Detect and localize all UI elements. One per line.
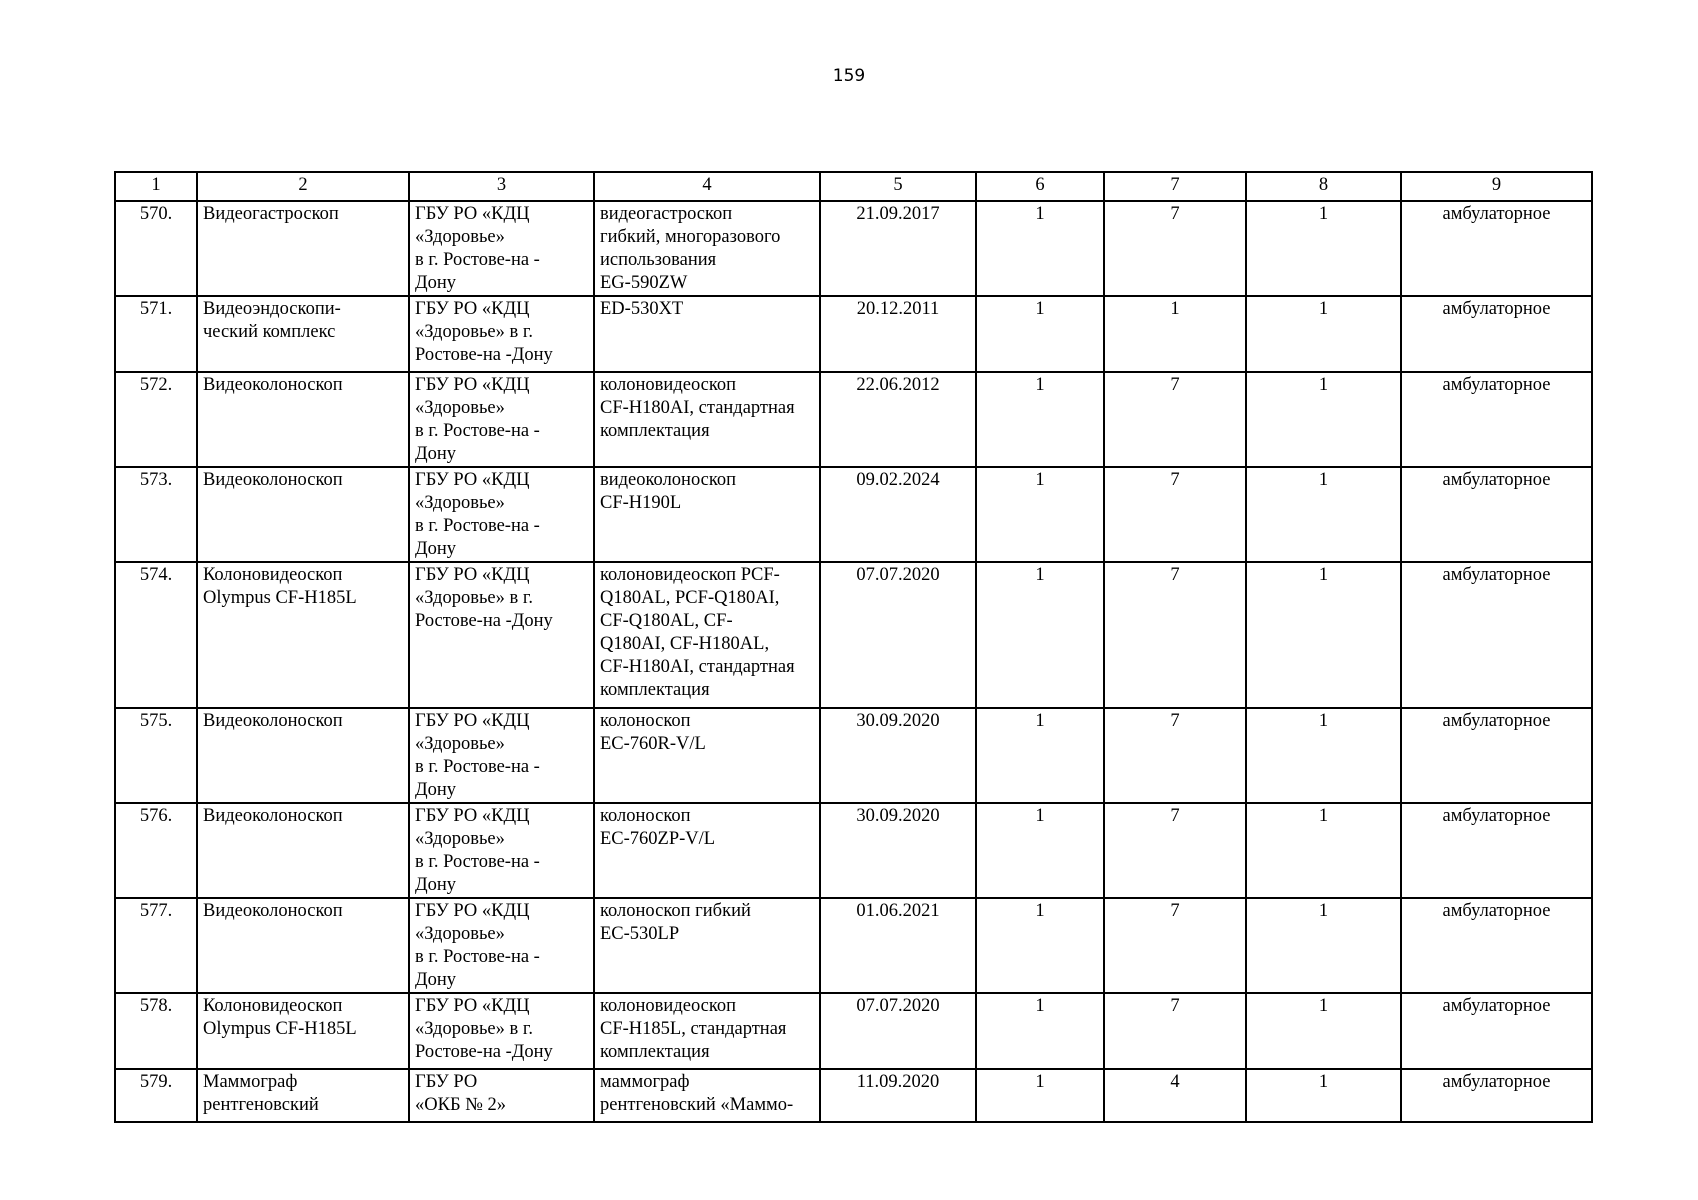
- row-number: 573.: [115, 467, 197, 562]
- page-number: 159: [832, 66, 866, 86]
- column-7-value: 4: [1104, 1069, 1246, 1122]
- column-7-value: 7: [1104, 708, 1246, 803]
- date-cell: 07.07.2020: [820, 993, 976, 1069]
- equipment-name-line: Olympus CF-H185L: [203, 588, 357, 608]
- column-8-value: 1: [1246, 803, 1401, 898]
- date-cell: 11.09.2020: [820, 1069, 976, 1122]
- organization: [409, 803, 594, 898]
- equipment-description: [594, 201, 820, 296]
- equipment-name-line: Маммограф: [203, 1072, 298, 1092]
- equipment-description: [594, 803, 820, 898]
- organization-line: в г. Ростове-на -: [415, 250, 540, 270]
- column-7-value: 7: [1104, 562, 1246, 708]
- equipment-name: [197, 562, 409, 708]
- care-type: амбулаторное: [1401, 201, 1592, 296]
- organization-line: в г. Ростове-на -: [415, 852, 540, 872]
- care-type: амбулаторное: [1401, 803, 1592, 898]
- equipment-description-line: CF-Q180AL, CF-: [600, 611, 733, 631]
- column-6-value: 1: [976, 296, 1104, 372]
- equipment-name-line: ческий комплекс: [203, 322, 336, 342]
- table-row: [115, 562, 1592, 708]
- column-header: 9: [1401, 172, 1592, 201]
- equipment-name: [197, 372, 409, 467]
- equipment-description: [594, 467, 820, 562]
- column-8-value: 1: [1246, 562, 1401, 708]
- equipment-description-line: EC-760ZP-V/L: [600, 829, 716, 849]
- organization: [409, 562, 594, 708]
- equipment-description-line: ED-530XT: [600, 299, 684, 319]
- column-6-value: 1: [976, 201, 1104, 296]
- table-row: [115, 1069, 1592, 1122]
- row-number: 579.: [115, 1069, 197, 1122]
- equipment-description-line: EC-760R-V/L: [600, 734, 706, 754]
- row-number: 575.: [115, 708, 197, 803]
- column-6-value: 1: [976, 898, 1104, 993]
- equipment-description: [594, 898, 820, 993]
- equipment-description-line: CF-H190L: [600, 493, 682, 513]
- column-8-value: 1: [1246, 201, 1401, 296]
- equipment-name-line: Видеогастроскоп: [203, 204, 339, 224]
- equipment-name-line: Видеоколоноскоп: [203, 375, 343, 395]
- equipment-description-line: колоноскоп гибкий: [600, 901, 751, 921]
- equipment-name: [197, 201, 409, 296]
- equipment-name: [197, 708, 409, 803]
- table-row: [115, 201, 1592, 296]
- column-header: 4: [594, 172, 820, 201]
- column-6-value: 1: [976, 1069, 1104, 1122]
- equipment-name: [197, 993, 409, 1069]
- equipment-description-line: колоноскоп: [600, 806, 691, 826]
- column-6-value: 1: [976, 803, 1104, 898]
- table-row: [115, 467, 1592, 562]
- date-cell: 20.12.2011: [820, 296, 976, 372]
- equipment-description-line: видеогастроскоп: [600, 204, 733, 224]
- organization-line: «Здоровье»: [415, 924, 505, 944]
- organization-line: Дону: [415, 273, 457, 293]
- organization-line: Ростове-на -Дону: [415, 1042, 553, 1062]
- equipment-name: [197, 803, 409, 898]
- column-header: 1: [115, 172, 197, 201]
- column-7-value: 7: [1104, 803, 1246, 898]
- equipment-name-line: рентгеновский: [203, 1095, 319, 1115]
- equipment-description: [594, 1069, 820, 1122]
- column-7-value: 1: [1104, 296, 1246, 372]
- organization-line: Ростове-на -Дону: [415, 345, 553, 365]
- organization-line: «Здоровье» в г.: [415, 322, 533, 342]
- organization-line: ГБУ РО «КДЦ: [415, 806, 530, 826]
- table-row: [115, 898, 1592, 993]
- organization-line: ГБУ РО «КДЦ: [415, 204, 530, 224]
- organization-line: в г. Ростове-на -: [415, 421, 540, 441]
- row-number: 578.: [115, 993, 197, 1069]
- table-row: [115, 296, 1592, 372]
- organization: [409, 1069, 594, 1122]
- date-cell: 30.09.2020: [820, 803, 976, 898]
- equipment-description-line: гибкий, многоразового: [600, 227, 781, 247]
- organization-line: Дону: [415, 539, 457, 559]
- table-row: [115, 803, 1592, 898]
- care-type: амбулаторное: [1401, 372, 1592, 467]
- column-6-value: 1: [976, 562, 1104, 708]
- column-6-value: 1: [976, 467, 1104, 562]
- equipment-description-line: использования: [600, 250, 717, 270]
- equipment-name: [197, 898, 409, 993]
- column-8-value: 1: [1246, 467, 1401, 562]
- column-8-value: 1: [1246, 372, 1401, 467]
- column-7-value: 7: [1104, 993, 1246, 1069]
- equipment-description: [594, 562, 820, 708]
- care-type: амбулаторное: [1401, 708, 1592, 803]
- care-type: амбулаторное: [1401, 898, 1592, 993]
- column-8-value: 1: [1246, 708, 1401, 803]
- equipment-name-line: Видеоколоноскоп: [203, 901, 343, 921]
- equipment-description-line: рентгеновский «Маммо-: [600, 1095, 794, 1115]
- organization: [409, 372, 594, 467]
- organization-line: «Здоровье»: [415, 398, 505, 418]
- organization-line: Дону: [415, 875, 457, 895]
- column-6-value: 1: [976, 372, 1104, 467]
- care-type: амбулаторное: [1401, 1069, 1592, 1122]
- equipment-name-line: Видеоэндоскопи-: [203, 299, 341, 319]
- column-7-value: 7: [1104, 372, 1246, 467]
- equipment-description-line: Q180AI, CF-H180AL,: [600, 634, 770, 654]
- column-6-value: 1: [976, 708, 1104, 803]
- equipment-description-line: колоноскоп: [600, 711, 691, 731]
- organization: [409, 993, 594, 1069]
- equipment-description-line: видеоколоноскоп: [600, 470, 737, 490]
- equipment-name-line: Видеоколоноскоп: [203, 470, 343, 490]
- organization-line: ГБУ РО «КДЦ: [415, 299, 530, 319]
- organization-line: «Здоровье»: [415, 227, 505, 247]
- care-type: амбулаторное: [1401, 296, 1592, 372]
- care-type: амбулаторное: [1401, 467, 1592, 562]
- column-header: 2: [197, 172, 409, 201]
- table-row: [115, 372, 1592, 467]
- date-cell: 07.07.2020: [820, 562, 976, 708]
- organization-line: в г. Ростове-на -: [415, 516, 540, 536]
- equipment-description-line: CF-H180AI, стандартная: [600, 657, 795, 677]
- equipment-description-line: Q180AL, PCF-Q180AI,: [600, 588, 780, 608]
- organization-line: в г. Ростове-на -: [415, 947, 540, 967]
- organization-line: Ростове-на -Дону: [415, 611, 553, 631]
- equipment-description-line: колоновидеоскоп: [600, 375, 737, 395]
- equipment-description-line: комплектация: [600, 680, 710, 700]
- column-header: 7: [1104, 172, 1246, 201]
- column-7-value: 7: [1104, 898, 1246, 993]
- organization: [409, 708, 594, 803]
- column-6-value: 1: [976, 993, 1104, 1069]
- row-number: 574.: [115, 562, 197, 708]
- organization-line: Дону: [415, 444, 457, 464]
- equipment-name-line: Колоновидеоскоп: [203, 565, 343, 585]
- equipment-table: [114, 171, 1593, 1123]
- organization-line: ГБУ РО «КДЦ: [415, 996, 530, 1016]
- organization-line: ГБУ РО «КДЦ: [415, 901, 530, 921]
- organization-line: ГБУ РО: [415, 1072, 478, 1092]
- row-number: 576.: [115, 803, 197, 898]
- equipment-name: [197, 467, 409, 562]
- equipment-description-line: CF-H185L, стандартная: [600, 1019, 787, 1039]
- column-8-value: 1: [1246, 296, 1401, 372]
- organization-line: ГБУ РО «КДЦ: [415, 711, 530, 731]
- organization-line: «Здоровье»: [415, 829, 505, 849]
- organization-line: ГБУ РО «КДЦ: [415, 375, 530, 395]
- organization-line: Дону: [415, 780, 457, 800]
- equipment-description-line: колоновидеоскоп: [600, 996, 737, 1016]
- organization: [409, 201, 594, 296]
- equipment-description-line: EG-590ZW: [600, 273, 688, 293]
- equipment-description-line: комплектация: [600, 1042, 710, 1062]
- column-8-value: 1: [1246, 993, 1401, 1069]
- column-7-value: 7: [1104, 467, 1246, 562]
- column-header: 3: [409, 172, 594, 201]
- organization: [409, 467, 594, 562]
- organization: [409, 296, 594, 372]
- column-8-value: 1: [1246, 898, 1401, 993]
- organization: [409, 898, 594, 993]
- column-8-value: 1: [1246, 1069, 1401, 1122]
- organization-line: «ОКБ № 2»: [415, 1095, 506, 1115]
- organization-line: «Здоровье» в г.: [415, 588, 533, 608]
- equipment-name: [197, 296, 409, 372]
- row-number: 572.: [115, 372, 197, 467]
- column-header: 6: [976, 172, 1104, 201]
- table-row: [115, 993, 1592, 1069]
- equipment-name-line: Видеоколоноскоп: [203, 806, 343, 826]
- organization-line: «Здоровье»: [415, 493, 505, 513]
- organization-line: ГБУ РО «КДЦ: [415, 565, 530, 585]
- column-header: 5: [820, 172, 976, 201]
- organization-line: в г. Ростове-на -: [415, 757, 540, 777]
- organization-line: «Здоровье» в г.: [415, 1019, 533, 1039]
- equipment-description: [594, 993, 820, 1069]
- equipment-description-line: комплектация: [600, 421, 710, 441]
- column-header: 8: [1246, 172, 1401, 201]
- equipment-description-line: EC-530LP: [600, 924, 680, 944]
- table-row: [115, 708, 1592, 803]
- care-type: амбулаторное: [1401, 562, 1592, 708]
- row-number: 570.: [115, 201, 197, 296]
- row-number: 577.: [115, 898, 197, 993]
- column-7-value: 7: [1104, 201, 1246, 296]
- equipment-name-line: Колоновидеоскоп: [203, 996, 343, 1016]
- equipment-name-line: Olympus CF-H185L: [203, 1019, 357, 1039]
- date-cell: 21.09.2017: [820, 201, 976, 296]
- equipment-description-line: маммограф: [600, 1072, 690, 1092]
- date-cell: 09.02.2024: [820, 467, 976, 562]
- organization-line: ГБУ РО «КДЦ: [415, 470, 530, 490]
- date-cell: 01.06.2021: [820, 898, 976, 993]
- equipment-description: [594, 296, 820, 372]
- header-row: [115, 172, 1592, 201]
- care-type: амбулаторное: [1401, 993, 1592, 1069]
- row-number: 571.: [115, 296, 197, 372]
- equipment-name: [197, 1069, 409, 1122]
- equipment-description: [594, 372, 820, 467]
- organization-line: «Здоровье»: [415, 734, 505, 754]
- organization-line: Дону: [415, 970, 457, 990]
- equipment-description-line: колоновидеоскоп PCF-: [600, 565, 780, 585]
- equipment-name-line: Видеоколоноскоп: [203, 711, 343, 731]
- date-cell: 30.09.2020: [820, 708, 976, 803]
- equipment-description-line: CF-H180AI, стандартная: [600, 398, 795, 418]
- equipment-description: [594, 708, 820, 803]
- date-cell: 22.06.2012: [820, 372, 976, 467]
